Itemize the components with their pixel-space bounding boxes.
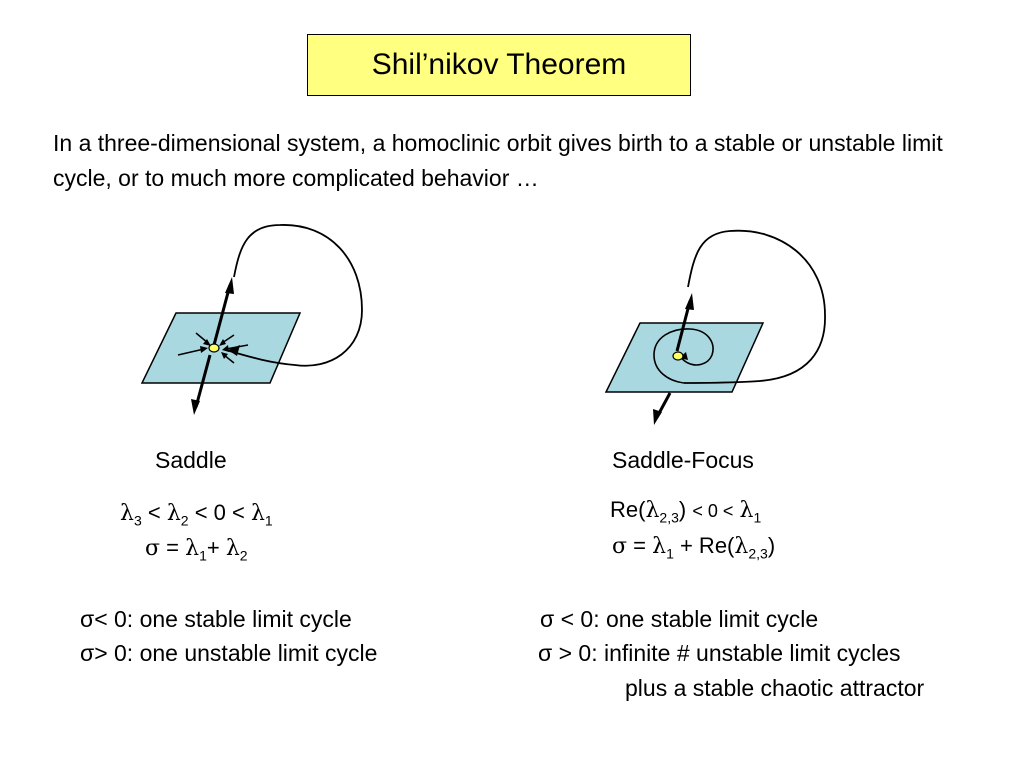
saddle-fixed-point bbox=[209, 344, 219, 352]
page-title: Shil’nikov Theorem bbox=[371, 48, 627, 81]
saddle-focus-result-attractor: plus a stable chaotic attractor bbox=[625, 675, 925, 701]
intro-text: In a three-dimensional system, a homoclinic orbit gives birth to a stable or unstable limit cycle, or to much more complicated behavior … bbox=[53, 130, 943, 191]
saddle-focus-eigenvalue-condition: $Re(\lambda_{2,3}) < 0 < \lambda_1$ bbox=[610, 497, 762, 526]
saddle-focus-result-negative: σ < 0: one stable limit cycle bbox=[540, 606, 819, 632]
saddle-result-negative: σ< 0: one stable limit cycle bbox=[80, 606, 352, 632]
saddle-diagram bbox=[130, 215, 390, 430]
saddle-focus-sigma-definition: $\sigma = \lambda_1 + Re(\lambda_{2,3})$ bbox=[612, 533, 776, 562]
saddle-sigma-definition: $\sigma = \lambda_1+ \lambda_2$ bbox=[145, 535, 248, 564]
saddle-focus-diagram bbox=[600, 215, 840, 430]
saddle-heading: Saddle bbox=[155, 447, 227, 473]
title-box bbox=[307, 34, 691, 96]
saddle-eigenvalue-condition: $\lambda_3 < \lambda_2 < 0 < \lambda_1$ bbox=[120, 500, 273, 529]
saddle-focus-heading: Saddle-Focus bbox=[612, 447, 754, 473]
saddle-focus-fixed-point bbox=[673, 352, 683, 360]
saddle-focus-result-positive: σ > 0: infinite # unstable limit cycles bbox=[538, 640, 901, 666]
saddle-result-positive: σ> 0: one unstable limit cycle bbox=[80, 640, 378, 666]
